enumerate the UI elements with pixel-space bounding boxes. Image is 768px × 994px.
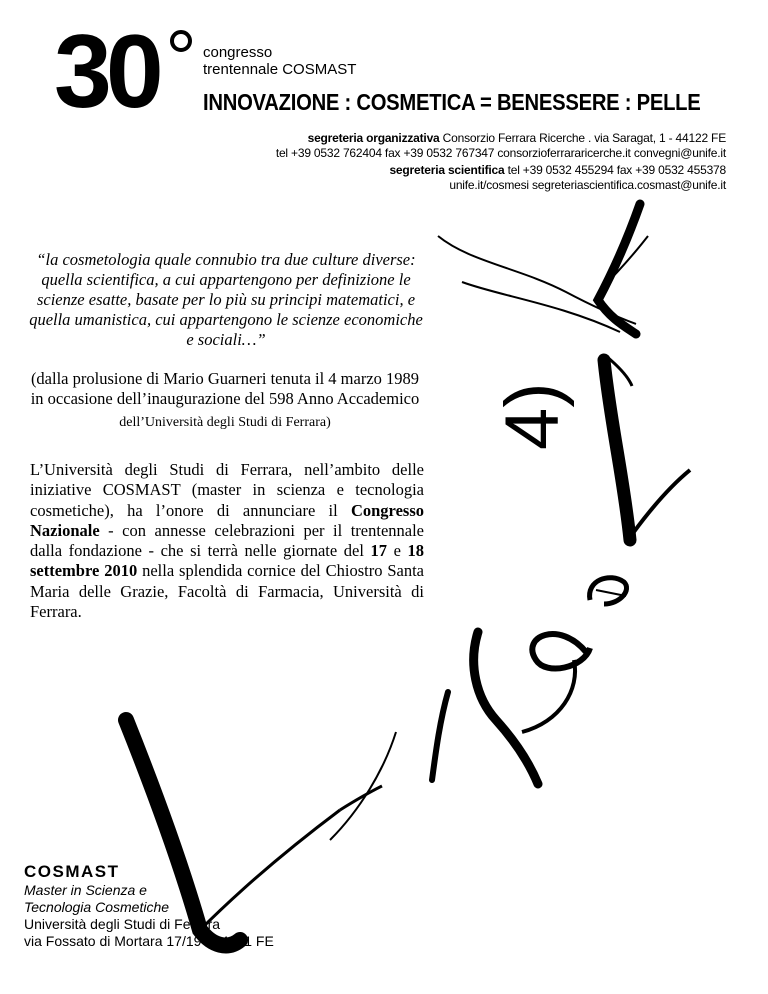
header-line-2: trentennale COSMAST [203,61,357,78]
org-label: segreteria organizzativa [307,131,440,145]
header-line-1: congresso [203,44,273,61]
calligraphy-two [522,634,590,732]
svg-text:4): 4) [490,382,575,450]
congress-number: 30 [54,14,158,130]
para-text-4: nella splendida cornice del Chiostro Santa Maria delle Grazie, Facoltà di Farmacia, Università di Ferrara. [30,561,425,622]
calligraphy-strokes-middle [330,632,538,840]
para-text-1: L’Università degli Studi di Ferrara, nell’ambito delle iniziative COSMAST (master in scienza e tecnologia cosmetiche), ha l’onore di annunciare il [30,460,424,520]
calligraphy-four-top [438,204,648,334]
sci-label: segreteria scientifica [389,163,505,177]
para-bold-congress: Congresso Nazionale [30,500,424,540]
footer-line-3: Università degli Studi di Ferrara [24,916,221,932]
footer-title: COSMAST [24,862,120,881]
footer-line-2: Tecnologia Cosmetiche [24,899,170,915]
footer-line-4: via Fossato di Mortara 17/19 . 44121 FE [24,933,274,949]
org-address: Consorzio Ferrara Ricerche . via Saragat, 1 - 44122 FE [439,131,726,145]
contact-sci-web: unife.it/cosmesi segreteriascientifica.cosmast@unife.it [449,178,726,192]
para-bold-day-17: 17 [370,541,388,561]
para-text-2: - con annesse celebrazioni per il trentennale dalla fondazione - che si terrà nelle giornate del [30,520,424,561]
calligraphy-zero [590,578,627,604]
para-text-3: e [387,541,408,561]
calligraphy-seven [604,356,690,540]
source-main: (dalla prolusione di Mario Guarneri tenuta il 4 marzo 1989 in occasione dell’inaugurazione del 598 Anno Accademico [30,369,420,408]
contact-org-phone: tel +39 0532 762404 fax +39 0532 767347 consorzioferrararicerche.it convegni@unife.it [275,146,726,160]
calligraphy-four-paren [490,382,575,450]
headline: INNOVAZIONE : COSMETICA = BENESSERE : PELLE [203,89,701,115]
quote: “la cosmetologia quale connubio tra due culture diverse: quella scientifica, a cui appartengono per definizione le scienze esatte, basate per lo più su principi matematici, e quella umanistica, cui appartengono le scienze economiche e sociali…” [29,250,423,349]
para-bold-date: 18 settembre 2010 [30,541,425,581]
sci-phone: tel +39 0532 455294 fax +39 0532 455378 [504,163,726,177]
source-institution: dell’Università degli Studi di Ferrara) [119,415,331,430]
footer-line-1: Master in Scienza e [24,882,147,898]
